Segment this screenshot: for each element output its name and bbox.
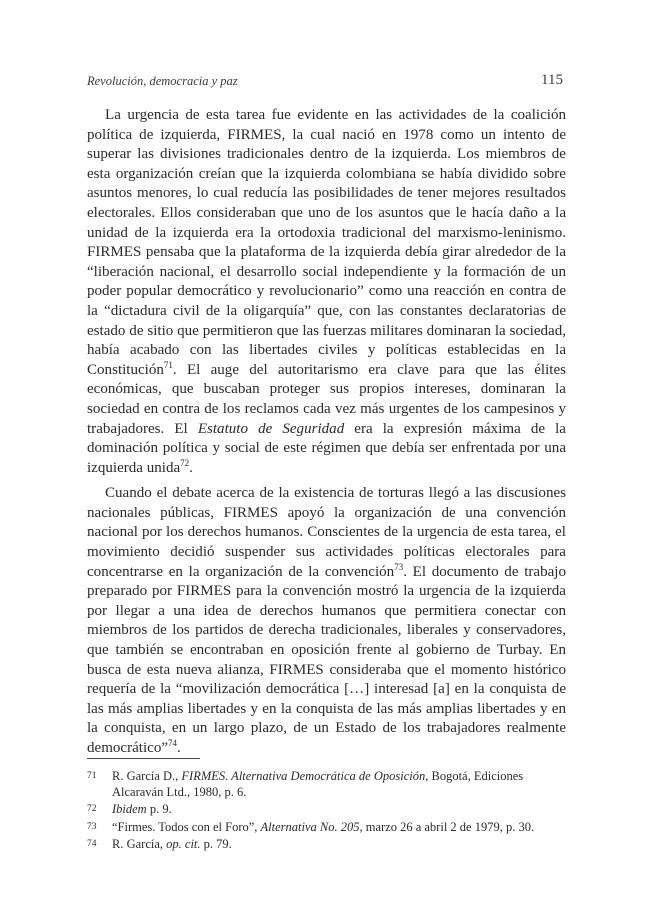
footnote-ref: 72 (180, 457, 190, 468)
italic-text: Ibidem (112, 802, 147, 817)
footnote-ref: 71 (163, 359, 173, 370)
italic-text: FIRMES. Alternativa Democrática de Oposición, (181, 769, 429, 783)
text-run: Cuando el debate acerca de la existencia de torturas llegó a las discusiones nacionales públicas, FIRMES apoyó la organización de una convención nacional por los derechos humanos. Conscientes de la urgencia de esta tarea, el movimiento decidió suspender sus actividades políticas electorales para concentrarse en la organización de la convención (87, 485, 566, 580)
footnote-number: 73 (87, 821, 97, 832)
running-head: Revolución, democracia y paz (87, 74, 238, 88)
footnote-number: 74 (87, 838, 97, 849)
text-run: R. García D., (112, 769, 182, 783)
text-run: p. 79. (200, 836, 232, 851)
page-number: 115 (541, 72, 563, 88)
footnote (87, 801, 566, 817)
footnote-text (112, 802, 172, 816)
footnote-text (112, 820, 534, 834)
footnote-number: 72 (87, 804, 97, 815)
footnote-text (112, 769, 523, 799)
footnote-separator (87, 758, 200, 759)
footnote-ref: 74 (168, 737, 178, 748)
italic-text: Alternativa No. 205, (260, 819, 363, 834)
text-run: La urgencia de esta tarea fue evidente en las actividades de la coalición política de izquierda, FIRMES, la cual nació en 1978 como un intento de superar las divisiones tradicionales dentro de la izquierda. Los miembros de esta organización creían que la izquierda colombiana se había dividido sobre asuntos menores, lo cual reducía las posibilidades de tener mejores resultados electorales. Ellos consideraban que uno de los asuntos que le hacía daño a la unidad de la izquierda era la ortodoxia tradicional del marxismo-leninismo. FIRMES pensaba que la plataforma de la izquierda debía girar alrededor de la “liberación nacional, el desarrollo social independiente y la formación de un poder popular democrático y revolucionario” como una reacción en contra de la “dictadura civil de la oligarquía” que, con las constantes declaratorias de estado de sitio que permitieron que las fuerzas militares dominaran la sociedad, había acabado con las libertades civiles y políticas establecidas en la Constitución (87, 107, 566, 378)
text-run: . (177, 740, 181, 756)
text-run: era la expresión máxima de la dominación política y social de este régimen que debía ser enfrentada por una izquierda unida (87, 420, 566, 476)
footnote-ref: 73 (394, 561, 404, 572)
text-run: p. 9. (146, 802, 172, 817)
paragraph (87, 484, 566, 758)
text-run: Bogotá, Ediciones Alcaraván Ltd., 1980, p. 6. (112, 769, 524, 800)
text-run: marzo 26 a abril 2 de 1979, p. 30. (362, 819, 535, 834)
text-run: R. García, (112, 836, 167, 851)
footnotes (87, 768, 566, 853)
text-run: . El auge del autoritarismo era clave para que las élites económicas, que buscaban proteger sus propios intereses, dominaran la sociedad en contra de los reclamos cada vez más urgentes de los campesinos y trabajadores. El (87, 361, 566, 437)
footnote (87, 819, 566, 835)
italic-text: op. cit. (166, 836, 201, 851)
footnote-number: 71 (87, 771, 97, 781)
text-run: . El documento de trabajo preparado por FIRMES para la convención mostró la urgencia de la izquierda por llegar a una idea de derechos humanos que permitiera conectar con miembros de los partidos de derecha tradicionales, liberales y conservadores, que también se encontraban en oposición frente al gobierno de Turbay. En busca de esta nueva alianza, FIRMES consideraba que el momento histórico requería de la “movilización democrática […] interesad [a] en la conquista de las más amplias libertades y en la conquista de las más amplias libertades y en la conquista, en un largo plazo, de un Estado de los trabajadores realmente democrático” (87, 563, 566, 756)
footnote (87, 836, 566, 852)
text-run: “Firmes. Todos con el Foro”, (112, 819, 261, 834)
body-text (87, 106, 566, 765)
italic-text: Estatuto de Seguridad (197, 420, 345, 437)
paragraph (87, 106, 566, 478)
footnote (87, 768, 566, 800)
footnote-text (112, 837, 232, 851)
text-run: . (189, 459, 193, 476)
